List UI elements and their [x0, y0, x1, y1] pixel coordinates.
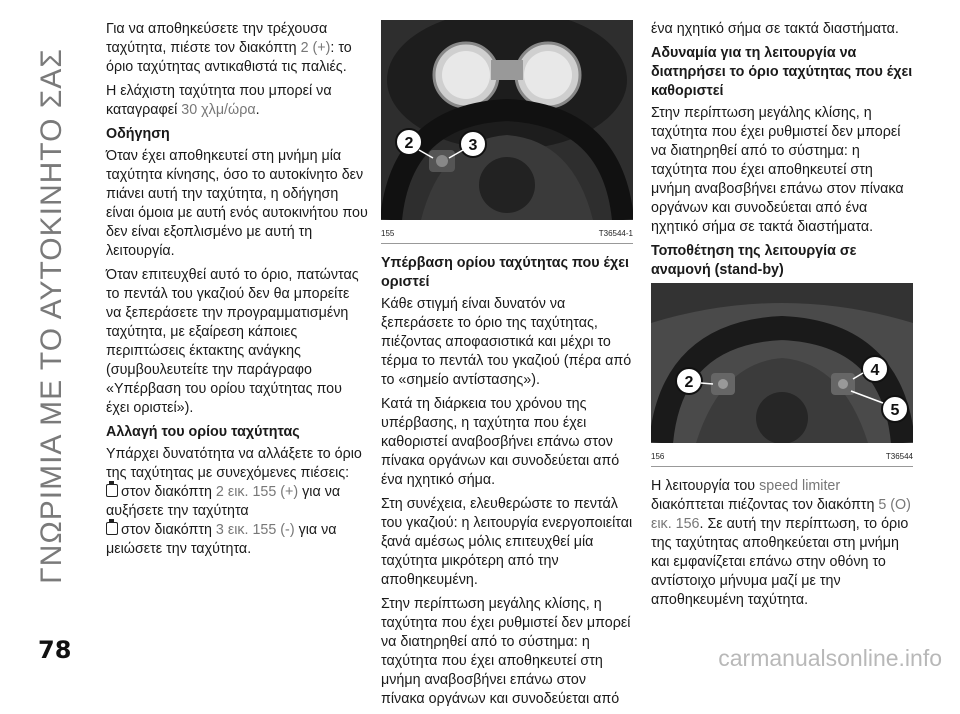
heading-change-limit: Αλλαγή του ορίου ταχύτητας [106, 424, 300, 440]
callout-4: 4 [870, 362, 880, 379]
heading-standby: Τοποθέτηση της λειτουργία σε αναμονή (stand-by) [651, 243, 857, 278]
watermark: carmanualsonline.info [718, 645, 942, 671]
callout-2: 2 [404, 135, 414, 152]
callout-5: 5 [890, 402, 900, 419]
page-number: 78 [38, 636, 72, 664]
paragraph: Για να αποθηκεύσετε την τρέχουσα ταχύτητα, πιέστε τον διακόπτη 2 (+): το όριο ταχύτητας αντικαθιστά τις παλιές. [106, 21, 352, 75]
button-bullet-icon [106, 484, 118, 497]
paragraph: Υπάρχει δυνατότητα να αλλάξετε το όριο της ταχύτητας με συνεχόμενες πιέσεις: [106, 446, 362, 481]
paragraph: Κάθε στιγμή είναι δυνατόν να ξεπεράσετε το όριο της ταχύτητας, πιέζοντας αποφασιστικά και μέχρι το τέρμα το πεντάλ του γκαζιού (πέρα από το «σημείο αντίστασης»). [381, 296, 632, 388]
heading-driving: Οδήγηση [106, 126, 170, 142]
bullet-item: στον διακόπτη 2 εικ. 155 (+) για να αυξήσετε την ταχύτητα [106, 484, 341, 519]
heading-inability: Αδυναμία για τη λειτουργία να διατηρήσει το όριο ταχύτητας που έχει καθοριστεί [651, 45, 913, 99]
figure-156-steering-wheel-image [651, 283, 913, 443]
side-title: ΓΝΩΡΙΜΙΑ ΜΕ ΤΟ ΑΥΤΟΚΙΝΗΤΟ ΣΑΣ [35, 48, 68, 584]
paragraph: Όταν επιτευχθεί αυτό το όριο, πατώντας το πεντάλ του γκαζιού δεν θα μπορείτε να ξεπεράσετε την προγραμματισμένη ταχύτητα, με εξαίρεση κάποιες περιπτώσεις έκτακτης ανάγκης (συμβουλευτείτε την παράγραφο «Υπέρβαση του ορίου ταχύτητας που έχει οριστεί»). [106, 267, 359, 416]
callout-2: 2 [684, 374, 694, 391]
figure-caption: 155 T36544-1 [381, 224, 633, 244]
bullet-item: στον διακόπτη 3 εικ. 155 (-) για να μειώσετε την ταχύτητα. [106, 522, 337, 557]
paragraph: Στη συνέχεια, ελευθερώστε το πεντάλ του γκαζιού: η λειτουργία ενεργοποιείται ξανά αμέσως μόλις επιτευχθεί μία ταχύτητα μικρότερη από την αποθηκευμένη. [381, 496, 633, 588]
figure-155-steering-wheel-image [381, 20, 633, 220]
heading-exceed-limit: Υπέρβαση ορίου ταχύτητας που έχει οριστεί [381, 255, 629, 290]
button-bullet-icon [106, 522, 118, 535]
paragraph: Στην περίπτωση μεγάλης κλίσης, η ταχύτητα που έχει ρυθμιστεί δεν μπορεί να διατηρηθεί από το σύστημα: η ταχύτητα που έχει αποθηκευτεί στη μνήμη αναβοσβήνει επάνω στον πίνακα οργάνων και συνοδεύεται από ένα ηχητικό σήμα σε τακτά διαστήματα. [651, 105, 904, 235]
paragraph: ένα ηχητικό σήμα σε τακτά διαστήματα. [651, 21, 899, 37]
paragraph: Όταν έχει αποθηκευτεί στη μνήμη μία ταχύτητα κίνησης, όσο το αυτοκίνητο δεν πιάνει αυτή την ταχύτητα, η οδήγηση είναι όμοια με αυτή ενός αυτοκινήτου που δεν είναι εξοπλισμένο με αυτή τη λειτουργία. [106, 148, 368, 259]
column-3 [651, 20, 913, 615]
callout-3: 3 [468, 137, 478, 154]
paragraph: Στην περίπτωση μεγάλης κλίσης, η ταχύτητα που έχει ρυθμιστεί δεν μπορεί να διατηρηθεί από το σύστημα: η ταχύτητα που έχει αποθηκευτεί στη μνήμη αναβοσβήνει επάνω στον πίνακα οργάνων και συνοδεύεται από [381, 596, 631, 707]
paragraph: Η ελάχιστη ταχύτητα που μπορεί να καταγραφεί 30 χλμ/ώρα. [106, 83, 332, 118]
column-1 [106, 20, 368, 559]
figure-caption: 156 T36544 [651, 447, 913, 467]
paragraph: Η λειτουργία του speed limiter διακόπτεται πιέζοντας τον διακόπτη 5 (O) εικ. 156. Σε αυτή την περίπτωση, το όριο της ταχύτητας αποθηκεύεται στη μνήμη και εμφανίζεται επάνω στην οθόνη το αντίστοιχο μήνυμα μαζί με την αποθηκευμένη ταχύτητα. [651, 478, 911, 608]
paragraph: Κατά τη διάρκεια του χρόνου της υπέρβασης, η ταχύτητα που έχει καθοριστεί αναβοσβήνει επάνω στον πίνακα οργάνων και συνοδεύεται από ένα ηχητικό σήμα. [381, 396, 620, 488]
column-2 [381, 20, 633, 714]
